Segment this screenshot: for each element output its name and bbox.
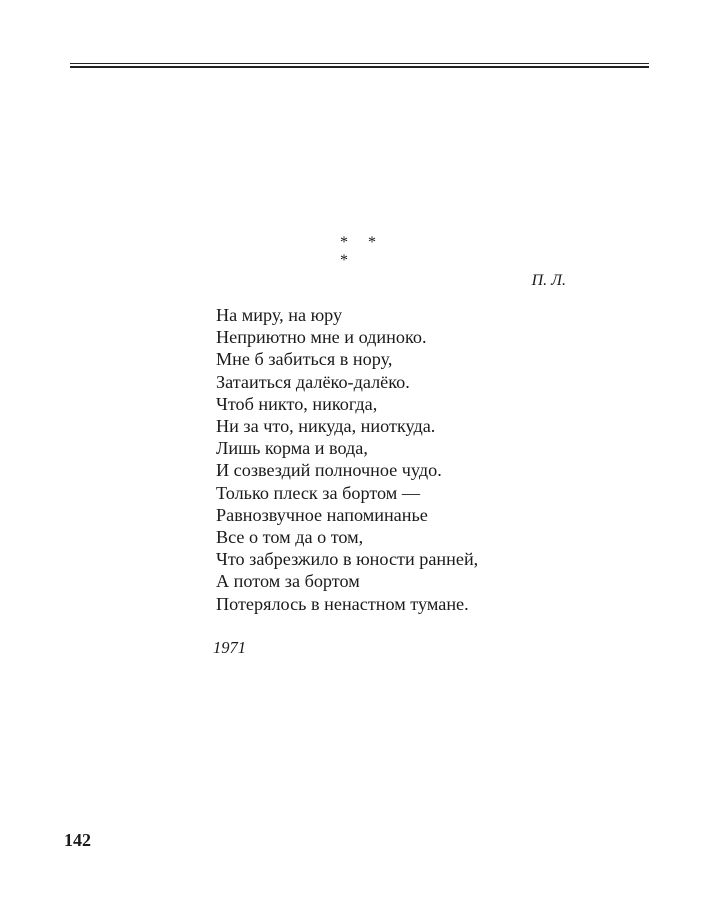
section-asterisks: * * *	[340, 234, 384, 269]
header-rule-thick	[70, 66, 649, 68]
poem-line: Чтоб никто, никогда,	[216, 393, 378, 414]
poem-line: Что забрезжило в юности ранней,	[216, 549, 479, 570]
poem-line: Все о том да о том,	[216, 527, 364, 548]
poem-line: Равнозвучное напоминанье	[216, 504, 428, 525]
poem-line: Лишь корма и вода,	[216, 438, 368, 459]
poem-line: Потерялось в ненастном тумане.	[216, 593, 469, 614]
dedication: П. Л.	[531, 272, 566, 289]
poem-line: Мне б забиться в нору,	[216, 349, 393, 370]
poem-line: Ни за что, никуда, ниоткуда.	[216, 416, 436, 437]
poem-line: На миру, на юру	[216, 305, 343, 325]
poem-line: Неприютно мне и одиноко.	[216, 327, 427, 348]
poem-body	[216, 304, 596, 615]
poem-year: 1971	[213, 638, 246, 657]
poem-line: И созвездий полночное чудо.	[216, 460, 442, 481]
header-rule-thin	[70, 63, 649, 64]
poem-line: Только плеск за бортом —	[216, 482, 421, 503]
poem-line: Затаиться далёко-далёко.	[216, 371, 410, 392]
poem-line: А потом за бортом	[216, 571, 360, 592]
page-number: 142	[64, 830, 91, 850]
